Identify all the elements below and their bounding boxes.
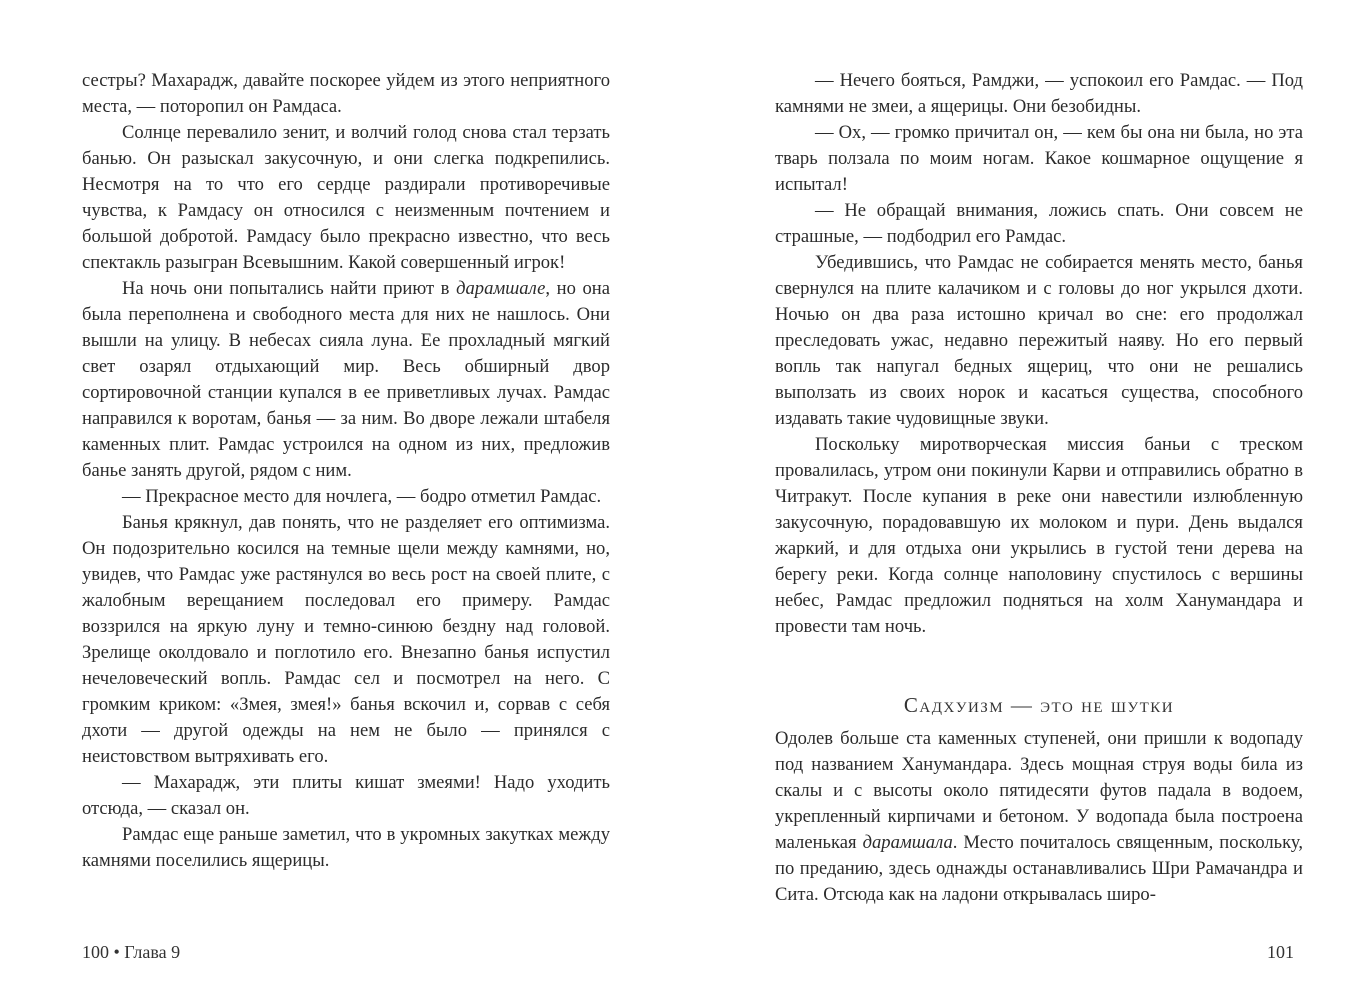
paragraph-text: , но она была переполнена и свободного места для них не нашлось. Они вышли на улицу. В небесах сияла луна. Ее прохладный мягкий свет озарял отдыхающий мир. Весь обширный двор сортировочной станции купался в ее приветливых лучах. Рамдас направился к воротам, банья — за ним. Во дворе лежали штабеля каменных плит. Рамдас устроился на одном из них, предложив банье занять другой, рядом с ним. xyxy=(82,278,610,481)
right-page xyxy=(775,68,1303,908)
paragraph: Поскольку миротворческая миссия баньи с треском провалилась, утром они покинули Карви и отправились обратно в Читракут. После купания в реке они навестили излюбленную закусочную, порадовавшую их молоком и пури. День выдался жаркий, и для отдыха они укрылись в густой тени дерева на берегу реки. Когда солнце наполовину спустилось с вершины небес, Рамдас предложил подняться на холм Ханумандара и провести там ночь. xyxy=(775,434,1303,637)
paragraph: сестры? Махарадж, давайте поскорее уйдем из этого неприятного места, — поторопил он Рамдаса. xyxy=(82,70,610,117)
paragraph: Банья крякнул, дав понять, что не разделяет его оптимизма. Он подозрительно косился на темные щели между камнями, но, увидев, что Рамдас уже растянулся во весь рост на своей плите, с жалобным верещанием последовал его примеру. Рамдас воззрился на яркую луну и темно-синюю бездну над головой. Зрелище околдовало и поглотило его. Внезапно банья испустил нечеловеческий вопль. Рамдас сел и посмотрел на него. С громким криком: «Змея, змея!» банья вскочил и, сорвав с себя дхоти — другой одежды на нем не было — принялся с неистовством вытряхивать его. xyxy=(82,512,610,767)
dialogue-line: — Ох, — громко причитал он, — кем бы она ни была, но эта тварь ползала по моим ногам. Какое кошмарное ощущение я испытал! xyxy=(775,122,1303,195)
italic-term: дарамшала xyxy=(862,832,953,853)
dialogue-line: — Прекрасное место для ночлега, — бодро отметил Рамдас. xyxy=(122,486,602,507)
paragraph-text: Одолев больше ста каменных ступеней, они пришли к водопаду под названием Ханумандара. Здесь мощная струя воды била из скалы и с высоты около пятидесяти футов падала в водоем, укрепленный кирпичами и бетоном. У водопада была построена маленькая xyxy=(775,728,1303,853)
page-number-right: 101 xyxy=(1267,942,1294,962)
paragraph: Солнце перевалило зенит, и волчий голод снова стал терзать банью. Он разыскал закусочную, и они слегка подкрепились. Несмотря на то что его сердце раздирали противоречивые чувства, к Рамдасу он относился с неизменным почтением и большой добротой. Рамдасу было прекрасно известно, что весь спектакль разыгран Всевышним. Какой совершенный игрок! xyxy=(82,122,610,273)
paragraph-text: . Место почиталось священным, поскольку, по преданию, здесь однажды останавливались Шри Рамачандра и Сита. Отсюда как на ладони открывалась широ- xyxy=(775,832,1303,905)
section-heading: Садхуизм — это не шутки xyxy=(903,693,1175,717)
paragraph: Убедившись, что Рамдас не собирается менять место, банья свернулся на плите калачиком и с головы до ног укрылся дхоти. Ночью он два раза истошно кричал во сне: его продолжал преследовать ужас, недавно пережитый наяву. Но его первый вопль так напугал бедных ящериц, что они не решались выползать из своих норок и касаться существа, способного издавать такие чудовищные звуки. xyxy=(775,252,1303,429)
paragraph-text: На ночь они попытались найти приют в xyxy=(122,278,457,299)
italic-term: дарамшале xyxy=(456,278,546,299)
paragraph xyxy=(82,276,610,484)
paragraph xyxy=(775,726,1303,908)
dialogue-line: — Махарадж, эти плиты кишат змеями! Надо уходить отсюда, — сказал он. xyxy=(82,772,610,819)
left-page xyxy=(82,68,610,874)
paragraph: Рамдас еще раньше заметил, что в укромных закутках между камнями поселились ящерицы. xyxy=(82,824,610,871)
page-number-left: 100 • Глава 9 xyxy=(82,942,181,962)
dialogue-line: — Не обращай внимания, ложись спать. Они совсем не страшные, — подбодрил его Рамдас. xyxy=(775,200,1303,247)
dialogue-line: — Нечего бояться, Рамджи, — успокоил его Рамдас. — Под камнями не змеи, а ящерицы. Они безобидны. xyxy=(775,70,1303,117)
